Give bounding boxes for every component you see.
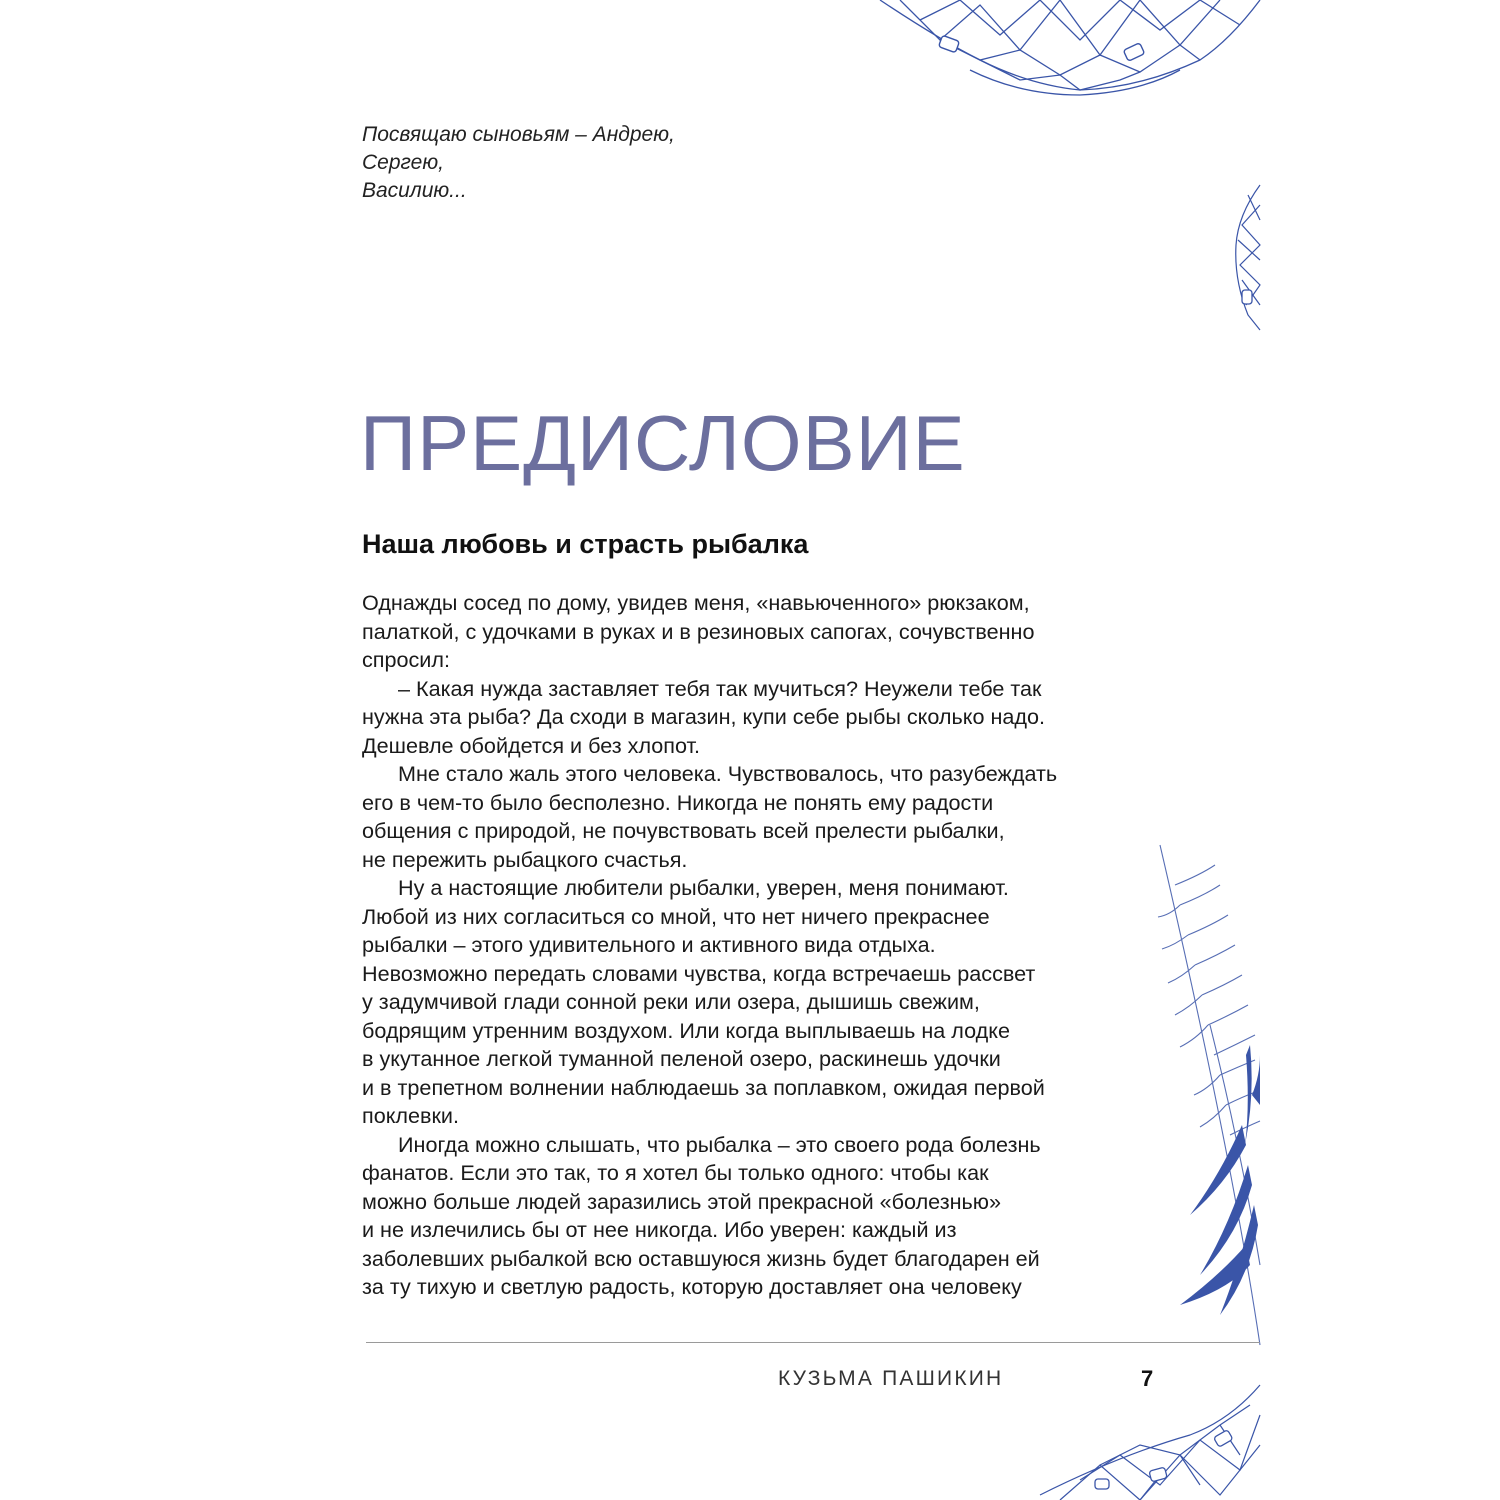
fishing-net-side-illustration <box>1228 185 1260 330</box>
body-text <box>362 589 1152 1302</box>
footer-divider <box>366 1342 1260 1343</box>
dedication <box>362 121 675 205</box>
body-text-line: фанатов. Если это так, то я хотел бы только одного: чтобы как <box>362 1160 989 1185</box>
section-subtitle: Наша любовь и страсть рыбалка <box>362 529 809 559</box>
body-text-line: – Какая нужда заставляет тебя так мучиться? Неужели тебе так <box>398 675 1042 701</box>
body-text-line: за ту тихую и светлую радость, которую доставляет она человеку <box>362 1274 1022 1299</box>
body-text-line: Иногда можно слышать, что рыбалка – это своего рода болезнь <box>398 1131 1041 1157</box>
dedication-line: Василию... <box>362 179 467 202</box>
body-text-line: Любой из них согласиться со мной, что нет ничего прекраснее <box>362 903 990 929</box>
dedication-line: Сергею, <box>362 151 444 174</box>
body-text-line: бодрящим утренним воздухом. Или когда выплываешь на лодке <box>362 1017 1010 1043</box>
body-text-line: общения с природой, не почувствовать всей прелести рыбалки, <box>362 818 1005 843</box>
body-text-line: заболевших рыбалкой всю оставшуюся жизнь будет благодарен ей <box>362 1245 1040 1271</box>
dedication-line: Посвящаю сыновьям – Андрею, <box>362 123 675 146</box>
body-text-line: рыбалки – этого удивительного и активного вида отдыха. <box>362 932 936 957</box>
body-text-line: у задумчивой глади сонной реки или озера, дышишь свежим, <box>362 989 980 1014</box>
body-text-line: его в чем-то было бесполезно. Никогда не понять ему радости <box>362 789 994 815</box>
footer-author: КУЗЬМА ПАШИКИН <box>778 1367 1004 1390</box>
body-text-line: не пережить рыбацкого счастья. <box>362 846 688 872</box>
chapter-title: ПРЕДИСЛОВИЕ <box>360 399 966 487</box>
body-text-line: Невозможно передать словами чувства, когда встречаешь рассвет <box>362 960 1036 986</box>
body-text-line: нужна эта рыба? Да сходи в магазин, купи себе рыбы сколько надо. <box>362 704 1045 729</box>
fishing-net-top-illustration <box>880 0 1260 100</box>
body-text-line: спросил: <box>362 647 450 672</box>
page-number: 7 <box>1141 1366 1154 1391</box>
body-text-line: Однажды сосед по дому, увидев меня, «навьюченного» рюкзаком, <box>362 590 1030 615</box>
reed-illustration <box>1150 845 1260 1345</box>
body-text-line: и не излечились бы от нее никогда. Ибо уверен: каждый из <box>362 1217 957 1242</box>
body-text-line: Дешевле обойдется и без хлопот. <box>362 732 701 758</box>
body-text-line: и в трепетном волнении наблюдаешь за поплавком, ожидая первой <box>362 1074 1045 1100</box>
body-text-line: Мне стало жаль этого человека. Чувствовалось, что разубеждать <box>398 761 1058 786</box>
body-text-line: Ну а настоящие любители рыбалки, уверен, меня понимают. <box>398 875 1009 900</box>
fishing-net-bottom-illustration <box>1040 1385 1260 1500</box>
body-text-line: можно больше людей заразились этой прекрасной «болезнью» <box>362 1188 1001 1214</box>
body-text-line: поклевки. <box>362 1103 459 1128</box>
body-text-line: палаткой, с удочками в руках и в резиновых сапогах, сочувственно <box>362 618 1035 644</box>
body-text-line: в укутанное легкой туманной пеленой озеро, раскинешь удочки <box>362 1046 1001 1071</box>
